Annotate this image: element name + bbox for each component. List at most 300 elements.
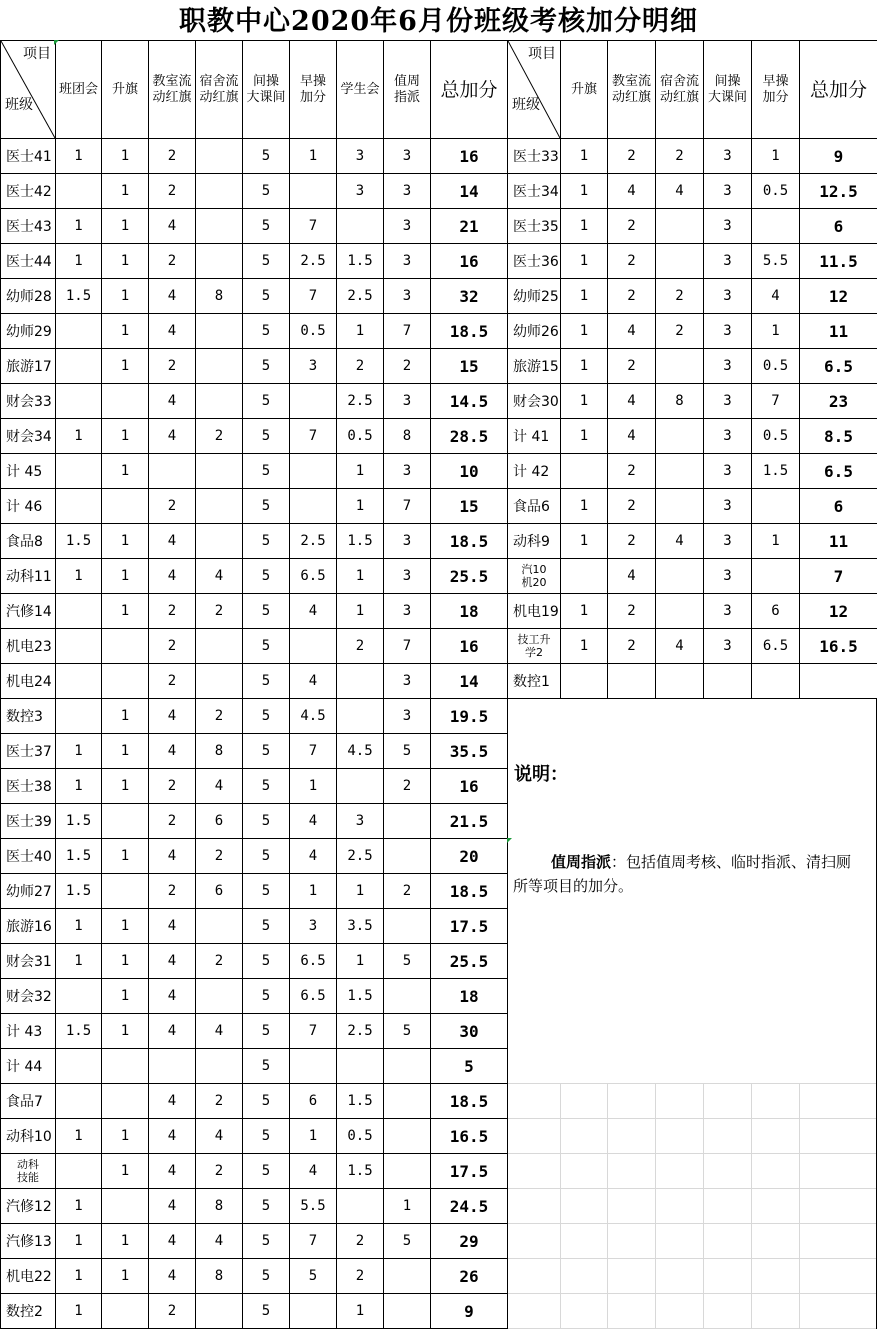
score-cell: [196, 244, 243, 279]
score-cell: 1: [56, 559, 102, 594]
score-cell: 1.5: [56, 804, 102, 839]
score-cell: [196, 174, 243, 209]
score-cell: [384, 979, 431, 1014]
score-cell: [102, 1189, 149, 1224]
total-score-cell: 32: [431, 279, 508, 314]
score-cell: [56, 454, 102, 489]
score-cell: [384, 1294, 431, 1329]
score-cell: 1.5: [56, 524, 102, 559]
total-score-cell: 14: [431, 174, 508, 209]
table-row: [1, 944, 508, 979]
class-name-cell: 财会32: [1, 979, 56, 1014]
score-cell: [196, 454, 243, 489]
score-cell: 1: [102, 244, 149, 279]
score-cell: 2: [196, 699, 243, 734]
total-score-cell: 24.5: [431, 1189, 508, 1224]
score-cell: 5: [243, 944, 290, 979]
total-score-cell: 14: [431, 664, 508, 699]
score-cell: 5: [243, 1084, 290, 1119]
score-cell: 5: [243, 769, 290, 804]
score-cell: 4: [608, 559, 656, 594]
score-cell: [384, 804, 431, 839]
score-cell: 5: [243, 664, 290, 699]
total-score-cell: 18.5: [431, 874, 508, 909]
score-cell: 7: [290, 419, 337, 454]
score-cell: [561, 559, 608, 594]
score-cell: [656, 559, 704, 594]
notes-panel: [507, 698, 877, 1083]
score-cell: 1: [561, 524, 608, 559]
score-cell: 5: [243, 1224, 290, 1259]
score-cell: 3: [384, 139, 431, 174]
score-cell: [102, 1084, 149, 1119]
class-name-cell: 财会31: [1, 944, 56, 979]
score-cell: 0.5: [290, 314, 337, 349]
score-cell: 1: [102, 1014, 149, 1049]
class-name-cell: 数控3: [1, 699, 56, 734]
score-cell: 1.5: [752, 454, 800, 489]
score-cell: [656, 489, 704, 524]
score-cell: 8: [384, 419, 431, 454]
total-score-cell: [800, 664, 877, 699]
class-name-cell: 机电24: [1, 664, 56, 699]
score-cell: 5: [243, 594, 290, 629]
score-cell: [196, 909, 243, 944]
score-cell: 4: [149, 314, 196, 349]
score-cell: [56, 979, 102, 1014]
score-cell: 5: [243, 524, 290, 559]
score-cell: [196, 209, 243, 244]
score-cell: [384, 909, 431, 944]
table-row: [1, 1049, 508, 1084]
column-header: 总加分: [431, 41, 508, 139]
total-score-cell: 17.5: [431, 1154, 508, 1189]
score-cell: [196, 1294, 243, 1329]
score-cell: 2: [337, 349, 384, 384]
score-cell: [56, 384, 102, 419]
score-cell: 2: [149, 804, 196, 839]
total-score-cell: 10: [431, 454, 508, 489]
score-cell: 2: [196, 1084, 243, 1119]
score-cell: [290, 454, 337, 489]
table-row: [508, 349, 877, 384]
score-cell: [102, 629, 149, 664]
score-cell: 5: [243, 139, 290, 174]
class-name-cell: 旅游17: [1, 349, 56, 384]
score-cell: 4: [149, 384, 196, 419]
score-cell: 1: [337, 1294, 384, 1329]
notes-text: [513, 850, 863, 898]
score-cell: [102, 489, 149, 524]
score-cell: 1: [102, 734, 149, 769]
score-cell: 1: [102, 909, 149, 944]
score-cell: [196, 384, 243, 419]
score-cell: [656, 594, 704, 629]
total-score-cell: 20: [431, 839, 508, 874]
score-cell: 2: [196, 839, 243, 874]
total-score-cell: 18: [431, 594, 508, 629]
class-name-cell: 技工升 学2: [508, 629, 561, 664]
score-cell: [196, 664, 243, 699]
score-cell: [656, 664, 704, 699]
table-row: [508, 559, 877, 594]
score-cell: [337, 209, 384, 244]
score-cell: 2: [149, 244, 196, 279]
table-row: [1, 1084, 508, 1119]
score-cell: 4: [608, 419, 656, 454]
score-cell: 1: [102, 839, 149, 874]
class-name-cell: 旅游16: [1, 909, 56, 944]
score-cell: 2: [149, 1294, 196, 1329]
class-name-cell: 汽修13: [1, 1224, 56, 1259]
score-cell: 4: [656, 174, 704, 209]
score-cell: 6: [752, 594, 800, 629]
spreadsheet-gridline: [507, 1258, 877, 1259]
score-cell: 1: [102, 594, 149, 629]
score-cell: 3: [704, 139, 752, 174]
comment-marker-icon: [54, 40, 59, 45]
total-score-cell: 28.5: [431, 419, 508, 454]
score-cell: 7: [290, 1224, 337, 1259]
score-cell: 1: [102, 769, 149, 804]
score-cell: 5: [243, 909, 290, 944]
score-cell: [337, 1049, 384, 1084]
table-row: [1, 979, 508, 1014]
score-cell: 2: [149, 489, 196, 524]
score-cell: [56, 1154, 102, 1189]
score-cell: [56, 1049, 102, 1084]
spreadsheet-gridline: [507, 1153, 877, 1154]
score-cell: 3: [704, 279, 752, 314]
class-name-cell: 动科 技能: [1, 1154, 56, 1189]
score-cell: 1: [752, 139, 800, 174]
score-cell: 2: [196, 419, 243, 454]
score-cell: 2: [149, 769, 196, 804]
score-cell: 3: [384, 209, 431, 244]
total-score-cell: 19.5: [431, 699, 508, 734]
table-row: [1, 699, 508, 734]
score-cell: 3: [384, 244, 431, 279]
class-name-cell: 医士42: [1, 174, 56, 209]
score-cell: 1: [102, 524, 149, 559]
score-cell: 1: [102, 559, 149, 594]
table-row: [508, 384, 877, 419]
score-cell: 6: [290, 1084, 337, 1119]
score-cell: [656, 349, 704, 384]
table-row: [1, 524, 508, 559]
score-cell: 1: [561, 384, 608, 419]
score-cell: 1: [102, 419, 149, 454]
score-cell: 2: [196, 944, 243, 979]
notes-heading: 说明：: [514, 764, 568, 785]
score-cell: 3: [704, 174, 752, 209]
total-score-cell: 12: [800, 279, 877, 314]
column-header: 值周 指派: [384, 41, 431, 139]
class-name-cell: 计 44: [1, 1049, 56, 1084]
score-cell: [337, 699, 384, 734]
score-cell: 5: [243, 874, 290, 909]
score-cell: 0.5: [752, 349, 800, 384]
score-cell: [384, 1154, 431, 1189]
score-cell: 4: [196, 1224, 243, 1259]
score-cell: 4: [149, 979, 196, 1014]
score-cell: 1: [561, 629, 608, 664]
score-cell: 1: [384, 1189, 431, 1224]
score-cell: 1: [56, 1189, 102, 1224]
score-cell: 2.5: [290, 244, 337, 279]
table-row: [1, 874, 508, 909]
score-cell: 7: [290, 1014, 337, 1049]
corner-bottom-label: 班级: [512, 97, 540, 113]
score-cell: 3: [384, 524, 431, 559]
score-cell: [290, 174, 337, 209]
total-score-cell: 6.5: [800, 349, 877, 384]
score-cell: 7: [384, 314, 431, 349]
score-cell: 2: [608, 594, 656, 629]
score-cell: 3: [384, 454, 431, 489]
table-row: [1, 734, 508, 769]
class-name-cell: 食品6: [508, 489, 561, 524]
class-name-cell: 医士37: [1, 734, 56, 769]
column-header: 早操 加分: [290, 41, 337, 139]
score-cell: [656, 209, 704, 244]
score-cell: 8: [196, 734, 243, 769]
score-cell: 2.5: [337, 384, 384, 419]
score-cell: 2: [337, 629, 384, 664]
class-name-cell: 机电22: [1, 1259, 56, 1294]
score-cell: [149, 1049, 196, 1084]
score-cell: [656, 419, 704, 454]
score-cell: 4: [608, 384, 656, 419]
score-cell: 4: [149, 734, 196, 769]
total-score-cell: 6: [800, 489, 877, 524]
score-cell: 0.5: [337, 419, 384, 454]
score-cell: 6: [196, 874, 243, 909]
score-cell: 1: [561, 349, 608, 384]
score-cell: [196, 979, 243, 1014]
score-cell: 0.5: [752, 419, 800, 454]
score-cell: 5: [243, 1119, 290, 1154]
left-score-table: [0, 40, 508, 1329]
column-header: 学生会: [337, 41, 384, 139]
score-cell: 1: [56, 1119, 102, 1154]
score-cell: 7: [384, 629, 431, 664]
score-cell: 2: [149, 594, 196, 629]
score-cell: [561, 664, 608, 699]
table-row: [1, 209, 508, 244]
score-cell: [384, 1119, 431, 1154]
score-cell: 4: [290, 664, 337, 699]
score-cell: [384, 1084, 431, 1119]
score-cell: 1: [56, 1259, 102, 1294]
table-row: [1, 559, 508, 594]
total-score-cell: 16.5: [800, 629, 877, 664]
score-cell: [102, 384, 149, 419]
left-header-row: [1, 41, 508, 139]
class-name-cell: 计 41: [508, 419, 561, 454]
total-score-cell: 8.5: [800, 419, 877, 454]
score-cell: 4: [656, 629, 704, 664]
score-cell: [704, 664, 752, 699]
score-cell: 2: [337, 1224, 384, 1259]
score-cell: [56, 629, 102, 664]
score-cell: 2: [608, 349, 656, 384]
column-header: 早操 加分: [752, 41, 800, 139]
score-cell: 4: [149, 559, 196, 594]
table-row: [508, 664, 877, 699]
score-cell: 6: [196, 804, 243, 839]
score-cell: [196, 314, 243, 349]
score-cell: 1: [56, 909, 102, 944]
score-cell: 7: [290, 734, 337, 769]
score-cell: 4: [149, 1259, 196, 1294]
total-score-cell: 7: [800, 559, 877, 594]
score-cell: 1.5: [56, 874, 102, 909]
score-cell: 1: [561, 594, 608, 629]
score-cell: 1: [56, 244, 102, 279]
score-cell: 5: [243, 734, 290, 769]
total-score-cell: 15: [431, 489, 508, 524]
score-cell: 2: [608, 139, 656, 174]
class-name-cell: 幼师28: [1, 279, 56, 314]
score-cell: 1: [102, 979, 149, 1014]
score-cell: [384, 839, 431, 874]
score-cell: 3: [704, 419, 752, 454]
score-cell: 1: [56, 944, 102, 979]
score-cell: 4: [290, 804, 337, 839]
score-cell: 1: [337, 874, 384, 909]
score-cell: [656, 244, 704, 279]
score-cell: 1: [102, 1154, 149, 1189]
notes-term: 值周指派: [551, 853, 612, 871]
score-cell: 3: [704, 489, 752, 524]
score-cell: 8: [196, 1189, 243, 1224]
score-cell: 1: [56, 1224, 102, 1259]
score-cell: [56, 664, 102, 699]
score-cell: 8: [196, 1259, 243, 1294]
score-cell: 4: [149, 944, 196, 979]
score-cell: 4: [196, 559, 243, 594]
border-line: [507, 698, 508, 1329]
score-cell: 0.5: [752, 174, 800, 209]
score-cell: 3: [384, 699, 431, 734]
score-cell: 4: [149, 279, 196, 314]
table-row: [1, 349, 508, 384]
total-score-cell: 18.5: [431, 524, 508, 559]
score-cell: 3: [337, 174, 384, 209]
score-cell: 1: [561, 489, 608, 524]
total-score-cell: 35.5: [431, 734, 508, 769]
total-score-cell: 30: [431, 1014, 508, 1049]
table-row: [508, 594, 877, 629]
score-cell: [196, 524, 243, 559]
spreadsheet-gridline: [507, 1083, 877, 1084]
score-cell: 1: [102, 314, 149, 349]
score-cell: 5: [243, 384, 290, 419]
total-score-cell: 9: [431, 1294, 508, 1329]
score-cell: 1: [102, 1259, 149, 1294]
column-header: 教室流 动红旗: [608, 41, 656, 139]
total-score-cell: 16: [431, 244, 508, 279]
class-name-cell: 计 46: [1, 489, 56, 524]
score-cell: 1.5: [56, 279, 102, 314]
table-row: [508, 524, 877, 559]
score-cell: 1.5: [337, 244, 384, 279]
score-cell: 1: [102, 174, 149, 209]
score-cell: 2: [149, 664, 196, 699]
score-cell: 4: [149, 1189, 196, 1224]
score-cell: 3: [290, 909, 337, 944]
score-cell: 3: [704, 349, 752, 384]
score-cell: 4: [196, 769, 243, 804]
class-name-cell: 数控2: [1, 1294, 56, 1329]
score-cell: 5: [243, 419, 290, 454]
spreadsheet-gridline: [507, 1118, 877, 1119]
score-cell: 5: [243, 559, 290, 594]
class-name-cell: 食品8: [1, 524, 56, 559]
score-cell: 5: [243, 1154, 290, 1189]
score-cell: 3.5: [337, 909, 384, 944]
score-cell: 6.5: [290, 944, 337, 979]
total-score-cell: 15: [431, 349, 508, 384]
score-cell: 2: [149, 349, 196, 384]
score-cell: 4: [149, 209, 196, 244]
score-cell: 2: [149, 629, 196, 664]
table-row: [508, 209, 877, 244]
score-cell: 2: [656, 314, 704, 349]
column-header: 间操 大课间: [243, 41, 290, 139]
score-cell: 1: [337, 944, 384, 979]
score-cell: 1: [102, 139, 149, 174]
score-cell: 1: [752, 314, 800, 349]
score-cell: [102, 1294, 149, 1329]
total-score-cell: 26: [431, 1259, 508, 1294]
score-cell: 1: [102, 1119, 149, 1154]
score-cell: [149, 454, 196, 489]
table-row: [1, 244, 508, 279]
spreadsheet-gridline: [799, 1083, 800, 1329]
table-row: [1, 139, 508, 174]
total-score-cell: 14.5: [431, 384, 508, 419]
score-cell: 2.5: [337, 1014, 384, 1049]
total-score-cell: 29: [431, 1224, 508, 1259]
table-row: [508, 489, 877, 524]
score-cell: 3: [384, 594, 431, 629]
table-row: [1, 664, 508, 699]
total-score-cell: 25.5: [431, 944, 508, 979]
total-score-cell: 11.5: [800, 244, 877, 279]
right-score-table: [507, 40, 877, 699]
table-row: [1, 1189, 508, 1224]
score-cell: 5: [384, 734, 431, 769]
class-name-cell: 医士44: [1, 244, 56, 279]
score-cell: 5: [243, 489, 290, 524]
table-row: [1, 384, 508, 419]
score-cell: [337, 1189, 384, 1224]
class-name-cell: 动科10: [1, 1119, 56, 1154]
score-cell: [561, 454, 608, 489]
score-cell: [102, 664, 149, 699]
score-cell: [337, 664, 384, 699]
score-cell: [196, 629, 243, 664]
column-header: 间操 大课间: [704, 41, 752, 139]
table-row: [1, 909, 508, 944]
score-cell: 5: [243, 1049, 290, 1084]
score-cell: 4: [149, 839, 196, 874]
score-cell: 1: [102, 209, 149, 244]
score-cell: 8: [656, 384, 704, 419]
score-cell: 2: [384, 769, 431, 804]
